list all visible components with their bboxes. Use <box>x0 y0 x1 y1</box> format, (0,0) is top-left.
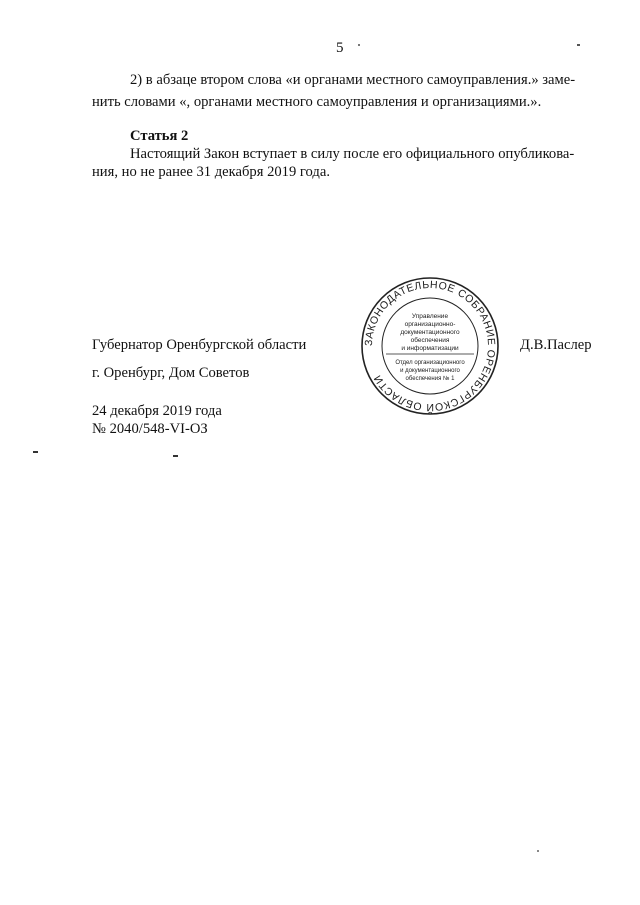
stamp-inner-line: организационно- <box>404 321 456 328</box>
law-number: № 2040/548-VI-ОЗ <box>92 421 208 437</box>
page-number: 5 <box>336 40 344 56</box>
official-stamp <box>360 276 500 416</box>
article2-line2: ния, но не ранее 31 декабря 2019 года. <box>92 164 330 180</box>
scan-speck <box>358 44 360 46</box>
stamp-dept-line: Отдел организационного <box>395 360 465 366</box>
stamp-inner-line: и информатизации <box>401 345 459 352</box>
stamp-dept-line: и документационного <box>400 368 460 374</box>
scan-speck <box>537 850 539 852</box>
stamp-inner-line: документационного <box>400 329 460 336</box>
stamp-dept-line: обеспечения № 1 <box>405 376 455 382</box>
item2-line1: 2) в абзаце втором слова «и органами местного самоуправления.» заме- <box>130 72 576 88</box>
stamp-inner-line: обеспечения <box>410 337 450 344</box>
signing-place: г. Оренбург, Дом Советов <box>92 365 250 381</box>
scan-mark <box>173 455 178 457</box>
article2-line1: Настоящий Закон вступает в силу после его официального опубликова- <box>130 146 575 162</box>
governor-position: Губернатор Оренбургской области <box>92 337 307 353</box>
article2-heading: Статья 2 <box>130 128 189 144</box>
law-date: 24 декабря 2019 года <box>92 403 222 419</box>
scan-mark <box>33 451 38 453</box>
stamp-inner-line: Управление <box>411 313 449 320</box>
governor-name: Д.В.Паслер <box>520 337 592 353</box>
stamp-ring-text: ЗАКОНОДАТЕЛЬНОЕ СОБРАНИЕ ОРЕНБУРГСКОЙ ОБЛАСТИ <box>362 278 498 414</box>
item2-line2: нить словами «, органами местного самоуправления и организациями.». <box>92 94 542 110</box>
scan-speck <box>577 44 580 46</box>
